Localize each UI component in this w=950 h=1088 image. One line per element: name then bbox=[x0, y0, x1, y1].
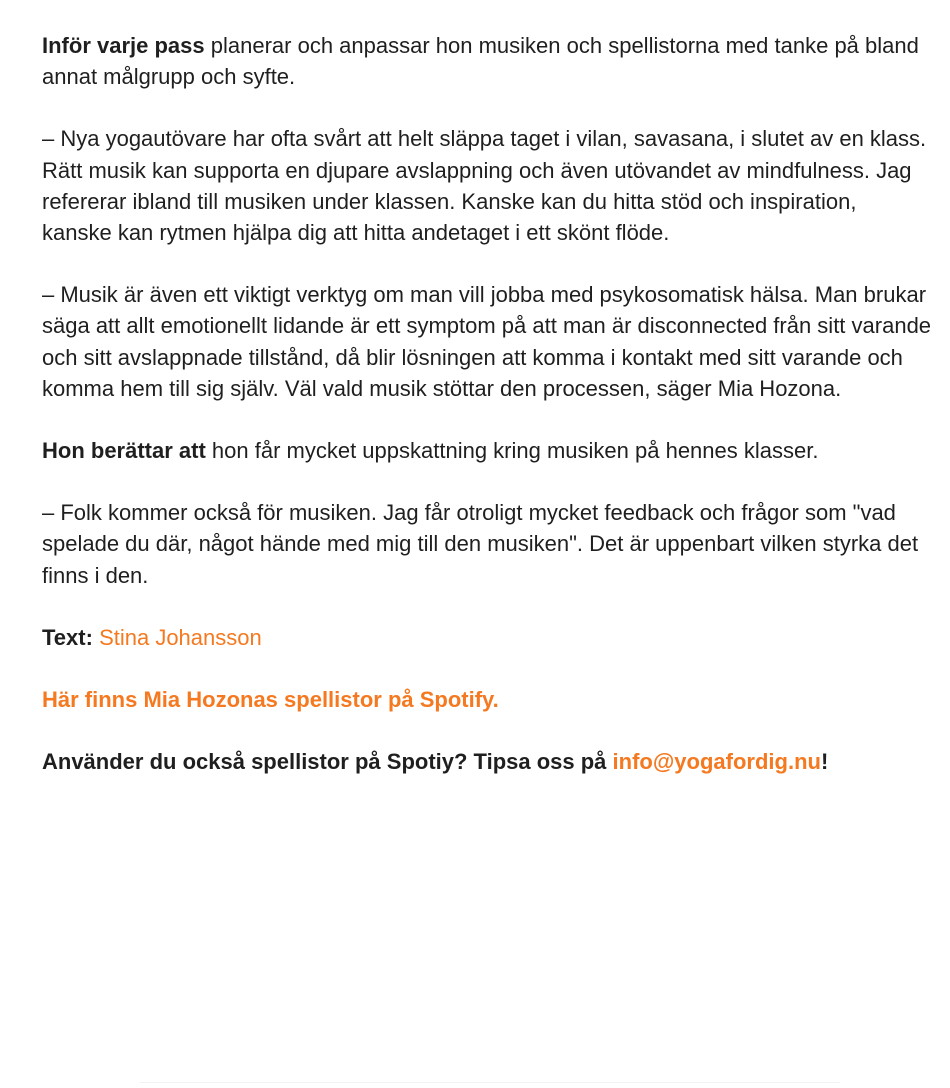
paragraph-quote-beginners: – Nya yogautövare har ofta svårt att helt släppa taget i vilan, savasana, i slutet av en klass. Rätt musik kan supporta en djupare avslappning och även utövandet av mindfulness. Jag refererar ibland till musiken under klassen. Kanske kan du hitta stöd och inspiration, kanske kan rytmen hjälpa dig att hitta andetaget i ett skönt flöde. bbox=[42, 126, 927, 246]
paragraph-planning bbox=[42, 30, 932, 92]
paragraph-quote-feedback: – Folk kommer också för musiken. Jag får otroligt mycket feedback och frågor som "vad spelade du där, något hände med mig till den musiken". Det är uppenbart vilken styrka det finns i den. bbox=[42, 500, 919, 588]
author-link[interactable]: Stina Johansson bbox=[99, 624, 262, 650]
paragraph-text: hon får mycket uppskattning kring musiken på hennes klasser. bbox=[205, 438, 819, 464]
spotify-paragraph bbox=[42, 684, 932, 715]
paragraph-lead: Hon berättar att bbox=[42, 438, 206, 464]
paragraph-text: planerar och anpassar hon musiken och spellistorna med tanke på bland annat målgrupp och syfte. bbox=[42, 33, 919, 90]
credit-label: Text: bbox=[42, 624, 93, 650]
email-link[interactable]: info@yogafordig.nu bbox=[612, 749, 821, 775]
author-credit bbox=[42, 622, 932, 653]
spotify-playlists-link[interactable]: Här finns Mia Hozonas spellistor på Spotify. bbox=[42, 687, 499, 713]
cta-text: Använder du också spellistor på Spotiy? Tipsa oss på bbox=[42, 749, 613, 775]
cta-end: ! bbox=[820, 749, 829, 775]
article-body bbox=[42, 30, 932, 808]
call-to-action bbox=[42, 746, 932, 777]
paragraph-lead: Inför varje pass bbox=[42, 33, 205, 58]
divider bbox=[140, 1082, 840, 1083]
paragraph-appreciation bbox=[42, 435, 932, 466]
paragraph-quote-psychosomatic: – Musik är även ett viktigt verktyg om man vill jobba med psykosomatisk hälsa. Man brukar säga att allt emotionellt lidande är ett symptom på att man är disconnected från sitt varande och sitt avslappnade tillstånd, då blir lösningen att komma i kontakt med sitt varande och komma hem till sig själv. Väl vald musik stöttar den processen, säger Mia Hozona. bbox=[42, 282, 932, 401]
